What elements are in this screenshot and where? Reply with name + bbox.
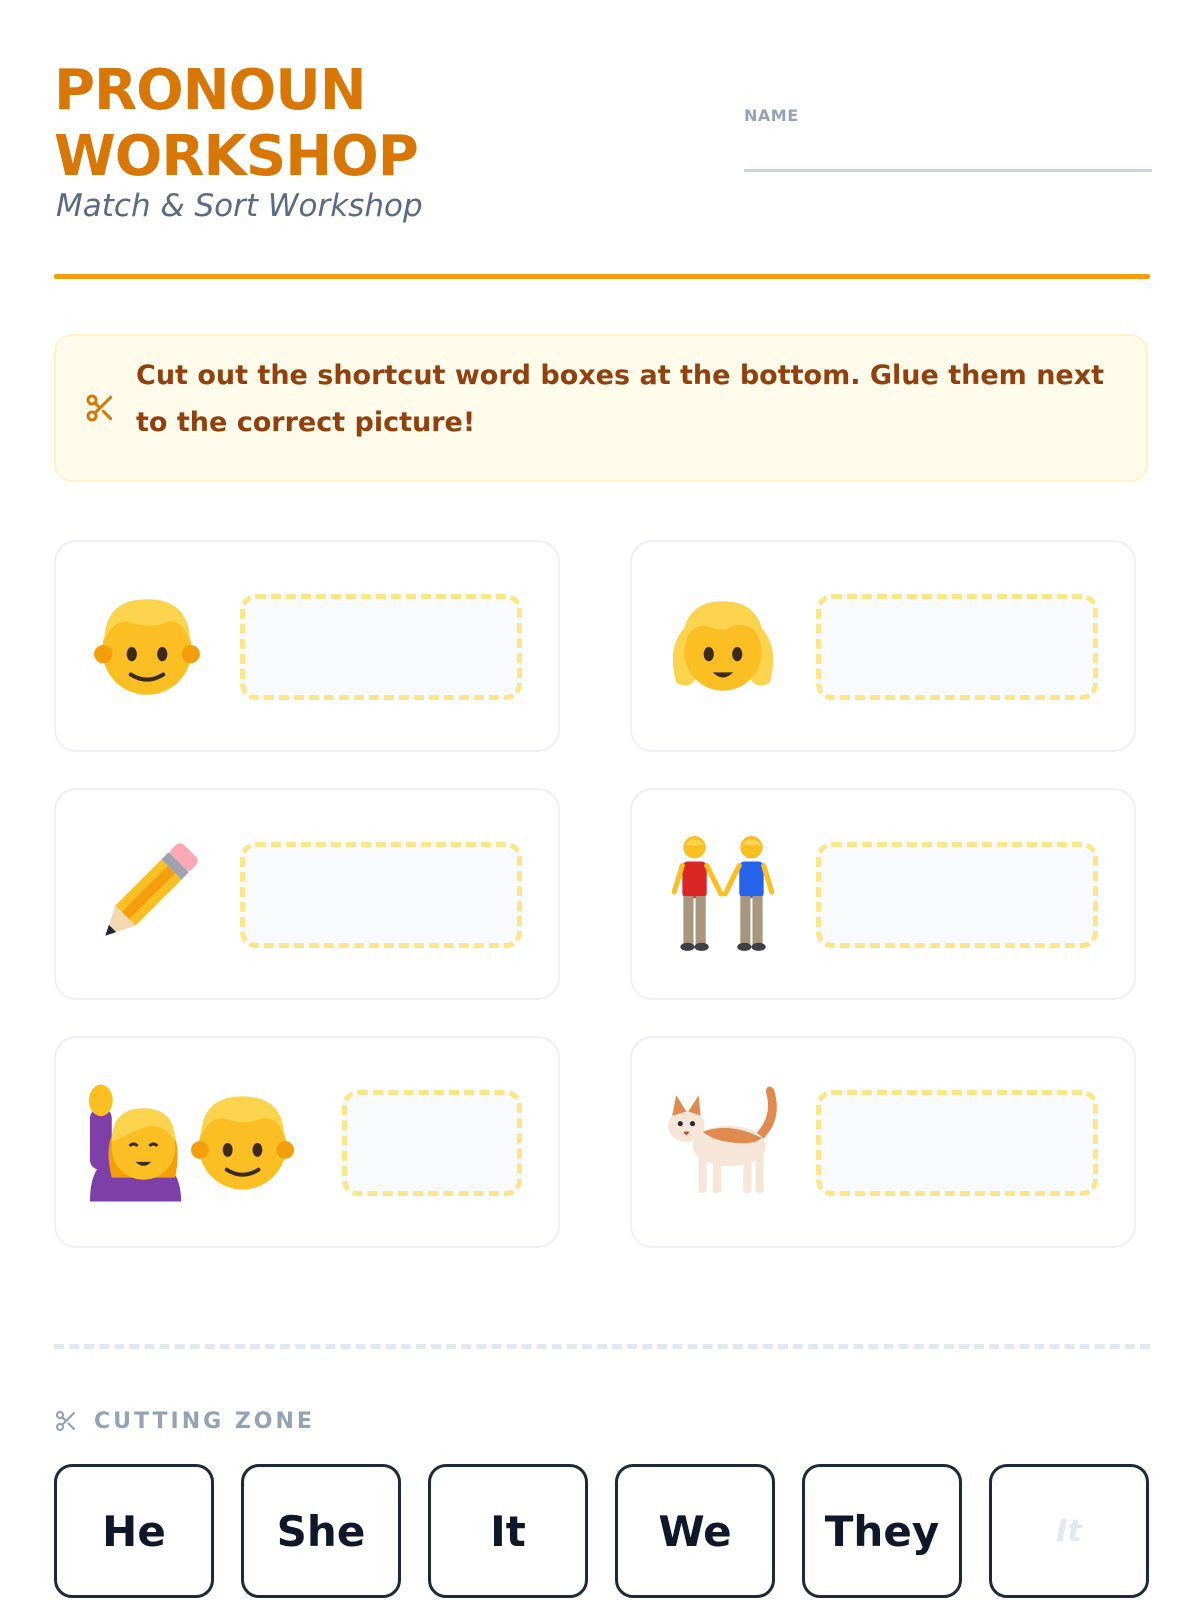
pencil-icon	[86, 830, 208, 958]
word-box-they[interactable]: They	[802, 1464, 962, 1598]
scissors-icon	[84, 392, 116, 424]
name-field[interactable]	[744, 106, 1152, 172]
cutting-zone-header	[54, 1404, 315, 1438]
title-line-2: WORKSHOP	[54, 124, 418, 189]
match-card-pencil	[54, 788, 560, 1000]
scissors-icon	[54, 1409, 78, 1433]
glue-box[interactable]	[240, 594, 522, 700]
worksheet-title	[54, 58, 418, 190]
girl-icon	[662, 582, 784, 710]
match-card-girl-and-boy	[54, 1036, 560, 1248]
cat-icon	[662, 1078, 784, 1206]
two-men-holding-hands-icon	[662, 830, 784, 958]
title-line-1: PRONOUN	[54, 58, 366, 123]
girl-raising-hand-and-boy-icon	[86, 1078, 304, 1206]
instruction-text: Cut out the shortcut word boxes at the bottom. Glue them next to the correct picture!	[136, 360, 1105, 438]
word-box-it-faded[interactable]: It	[989, 1464, 1149, 1598]
cutting-zone-label: CUTTING ZONE	[94, 1408, 315, 1434]
match-card-girl	[630, 540, 1136, 752]
worksheet-subtitle: Match & Sort Workshop	[56, 188, 423, 224]
glue-box[interactable]	[240, 842, 522, 948]
glue-box[interactable]	[816, 1090, 1098, 1196]
name-label: NAME	[744, 106, 799, 125]
glue-box[interactable]	[342, 1090, 522, 1196]
glue-box[interactable]	[816, 842, 1098, 948]
instruction-banner	[54, 334, 1148, 482]
word-box-he[interactable]: He	[54, 1464, 214, 1598]
word-box-it[interactable]: It	[428, 1464, 588, 1598]
word-box-we[interactable]: We	[615, 1464, 775, 1598]
boy-icon	[86, 582, 208, 710]
glue-box[interactable]	[816, 594, 1098, 700]
worksheet-header	[54, 58, 1150, 280]
header-divider	[54, 274, 1150, 279]
name-write-line[interactable]	[744, 169, 1152, 172]
match-card-cat	[630, 1036, 1136, 1248]
match-card-two-men	[630, 788, 1136, 1000]
word-box-she[interactable]: She	[241, 1464, 401, 1598]
match-card-boy	[54, 540, 560, 752]
cut-line	[54, 1344, 1150, 1349]
